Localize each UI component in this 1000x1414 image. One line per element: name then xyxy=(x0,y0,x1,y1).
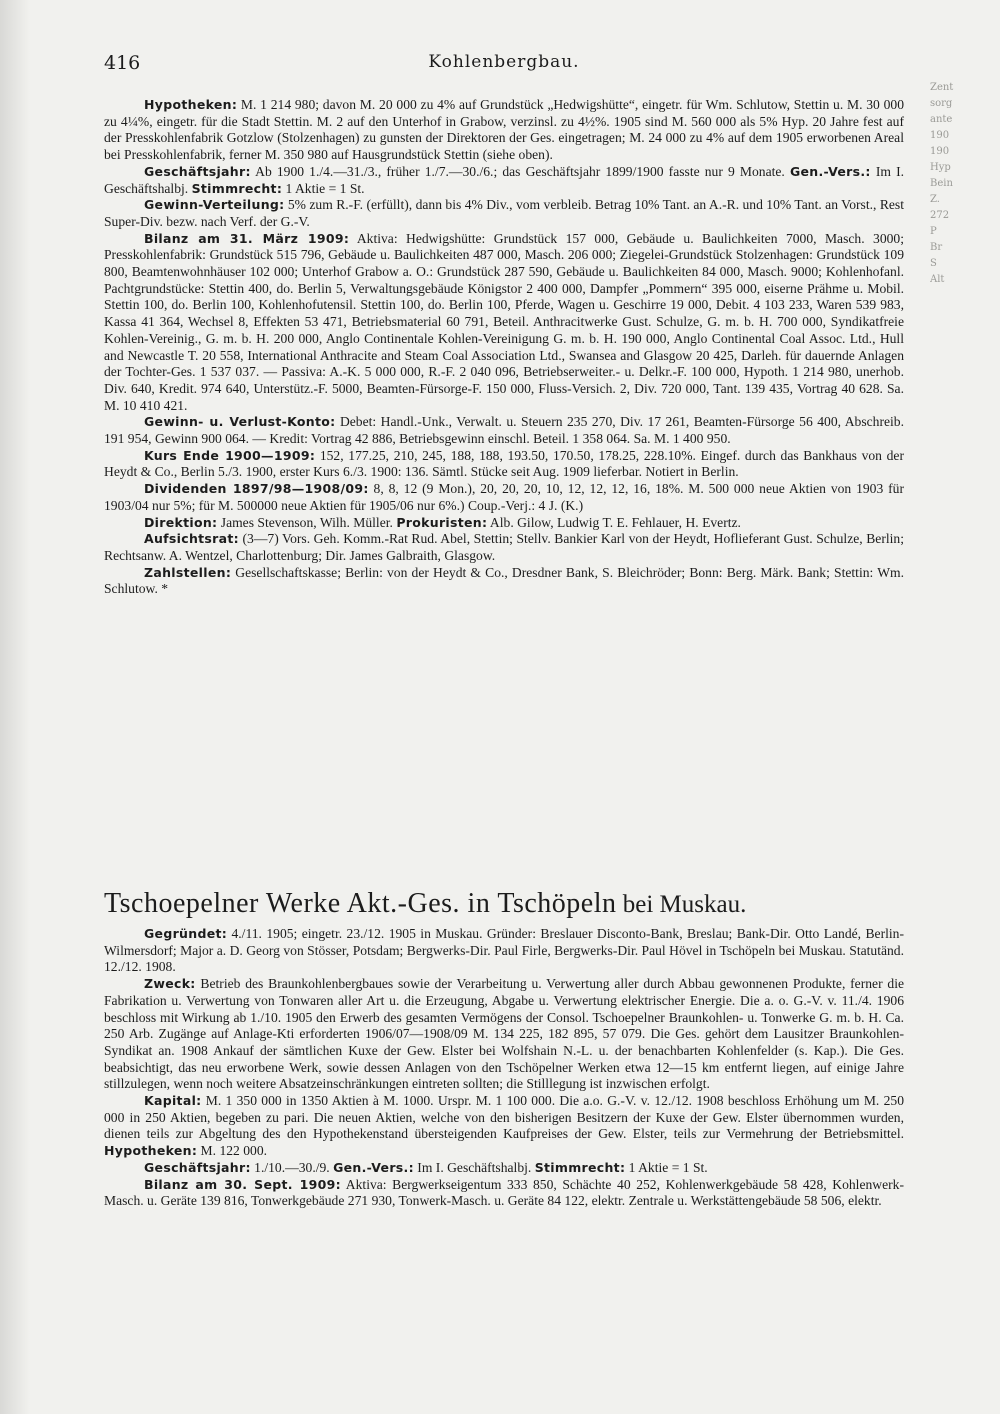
company-location: bei Muskau. xyxy=(616,891,747,918)
facing-page-fragments xyxy=(930,80,996,600)
entry-text: Im I. Geschäftshalbj. xyxy=(104,163,904,196)
entry-geschaeftsjahr xyxy=(104,164,904,197)
entry-text: Aktiva: Hedwigshütte: Grundstück 157 000, Gebäude u. Baulichkeiten 7000, Masch. 3000; Presskohlenfabrik: Grundstück 515 796, Gebäude u. Baulichkeiten 487 000, Masch. 206 000; Ziegelei-Grundstück Stolzenhagen: Grundstück 109 800, Beamtenwohnhäuser 102 000; Unterhof Grabow a. O.: Grundstück 287 590, Gebäude u. Baulichkeiten 84 000, Masch. 9000; Kohlenhofanl. Pachtgrundstücke: Stettin 400, do. Berlin 5, Verwaltungsgebäude Königstor 2 400 000, Dampfer „Pommern“ 395 000, eiserne Prähme u. Mobil. Stettin 100, do. Berlin 100, Kohlenhofutensil. Stettin 100, do. Berlin 100, Pferde, Wagen u. Geschirre 19 000, Debit. 4 103 233, Waren 539 983, Kassa 41 364, Wechsel 8, Effekten 53 471, Betriebsmaterial 60 791, Beteil. Anthracitwerke Gust. Schulze, G. m. b. H. 700 000, Syndikatfreie Kohlen-Vereinig., G. m. b. H. 200 000, Anglo Continentale Kohlen-Vereinigung G. m. b. H. 190 000, Anglo Continental Coal Assoc. Ltd., Hull and Newcastle T. 20 558, International Anthracite and Steam Coal Association Ltd., Swansea and Glasgow 20 425, Darleh. für dauernde Anlagen der Tochter-Ges. 1 537 037. — Passiva: A.-K. 5 000 000, R.-F. 2 040 096, Betriebserweiter.- u. Delkr.-F. 100 000, Hypoth. 1 214 980, unerhob. Div. 640, Kredit. 974 640, Unterstütz.-F. 5000, Beamten-Fürsorge-F. 150 000, Fluss-Versich. 2, Div. 720 000, Tant. 139 435, Vortrag 40 628. Sa. M. 10 410 421. xyxy=(104,230,904,413)
margin-fragment: 190 xyxy=(930,146,950,157)
page-number: 416 xyxy=(104,52,141,74)
entry-text: Betrieb des Braunkohlenbergbaues sowie der Verarbeitung u. Verwertung aller durch Abbau gewonnenen Produkte, ferner die Fabrikation u. Verwertung von Tonwaren aller Art u. die Erzeugung, Abgabe u. Verwertung elektrischer Energie. Die a. o. G.-V. v. 11./4. 1906 beschloss mit Wirkung ab 1./10. 1905 den Erwerb des gesamten Vermögens der Consol. Tschoepelner Braunkohlen- u. Tonwerke G. m. b. H. Ca. 250 Arb. Zugänge auf Anlage-Kti erforderten 1906/07—1908/09 M. 134 225, 182 895, 57 079. Die Ges. gehört dem Lausitzer Braunkohlen-Syndikat an. 1908 Ankauf der sämtlichen Kuxe der Gew. Elster bei Wolfshain N.-L. u. der benachbarten Kohlenfelder (s. Kap.). Die Ges. beabsichtigt, das neu erworbene Werk, sowie dessen Anlagen von den Tschöpelner Werken etwa 12—15 km entfernt liegen, auf einige Jahre stillzulegen, wenn noch weitere Absatzeinschränkungen eintreten sollten; die Stilllegung ist inzwischen erfolgt. xyxy=(104,976,904,1092)
entry-text: Debet: Handl.-Unk., Verwalt. u. Steuern 235 270, Div. 17 261, Beamten-Fürsorge 56 400, Abschreib. 191 954, Gewinn 900 064. — Kredit: Vortrag 42 886, Betriebsgewinn einschl. Beteil. 1 358 064. Sa. M. 1 400 950. xyxy=(104,414,905,447)
entry-text: Aktiva: Bergwerkseigentum 333 850, Schächte 40 252, Kohlenwerkgebäude 58 428, Kohlenwerk-Masch. u. Geräte 139 816, Tonwerkgebäude 271 930, Tonwerk-Masch. u. Geräte 84 122, elektr. Zentrale u. Werkstättengebäude 58 506, elektr. xyxy=(104,1176,904,1209)
entry-key: Zahlstellen: xyxy=(144,564,232,580)
entry-zahlstellen xyxy=(104,565,904,598)
margin-fragment: P xyxy=(930,226,937,237)
binding-shadow xyxy=(0,0,30,1414)
entry-key: Geschäftsjahr: xyxy=(144,1159,251,1175)
margin-fragment: Hyp xyxy=(930,162,951,173)
margin-fragment: sorg xyxy=(930,98,953,109)
entry-key: Gewinn- u. Verlust-Konto: xyxy=(144,414,336,430)
entry-key: Aufsichtsrat: xyxy=(144,531,239,547)
margin-fragment: 190 xyxy=(930,130,950,141)
entry-key: Hypotheken: xyxy=(144,97,238,112)
margin-fragment: ante xyxy=(930,114,953,125)
entry-text: (3—7) Vors. Geh. Komm.-Rat Rud. Abel, Stettin; Stellv. Bankier Karl von der Heydt, Hoflieferant Gust. Schulze, Berlin; Rechtsanw. A. Wentzel, Charlottenburg; Dir. James Galbraith, Glasgow. xyxy=(104,531,904,563)
entry-key: Zweck: xyxy=(144,976,196,992)
margin-fragment: S xyxy=(930,258,937,269)
entry-text: 1./10.—30./9. xyxy=(250,1159,334,1175)
entry-key: Stimmrecht: xyxy=(534,1159,626,1175)
entry-key: Gegründet: xyxy=(144,926,228,941)
entry-gewinn-verteilung xyxy=(104,197,904,230)
entry-direktion xyxy=(104,515,904,532)
entry-text: Ab 1900 1./4.—31./3., früher 1./7.—30./6.; das Geschäftsjahr 1899/1900 fasste nur 9 Monate. xyxy=(250,163,790,179)
entry-kurs xyxy=(104,448,904,481)
entry-key: Stimmrecht: xyxy=(191,180,283,196)
entry-key: Hypotheken: xyxy=(104,1143,198,1159)
entry-gegruendet xyxy=(104,926,904,976)
entry-text: 5% zum R.-F. (erfüllt), dann bis 4% Div., vom verbleib. Betrag 10% Tant. an A.-R. und 10% Tant. an Vorst., Rest Super-Div. bezw. nach Verf. der G.-V. xyxy=(104,197,904,229)
entry-key: Bilanz am 30. Sept. 1909: xyxy=(144,1176,341,1192)
margin-fragment: 272 xyxy=(930,210,950,221)
entry-key: Gewinn-Verteilung: xyxy=(144,197,285,213)
entry-text: 8, 8, 12 (9 Mon.), 20, 20, 20, 10, 12, 12, 12, 16, 18%. M. 500 000 neue Aktien von 1903 für 1903/04 nur 5%; für M. 500000 neue Aktien für 1905/06 nur 6%.) Coup.-Verj.: 4 J. (K.) xyxy=(104,481,904,513)
entry-text: 152, 177.25, 210, 245, 188, 188, 193.50, 170.50, 178.25, 228.10%. Eingef. durch das Bankhaus von der Heydt & Co., Berlin 5./3. 1900, erster Kurs 6./3. 1900: 136. Sämtl. Stücke seit Aug. 1909 lieferbar. Notiert in Berlin. xyxy=(104,447,904,480)
margin-fragment: Zent xyxy=(930,82,954,93)
entry-gewinn-verlust-konto xyxy=(104,414,904,447)
entry-block-tschoepelner xyxy=(104,926,904,1210)
entry-text: James Stevenson, Wilh. Müller. xyxy=(217,514,397,530)
entry-bilanz xyxy=(104,231,904,415)
entry-text: 4./11. 1905; eingetr. 23./12. 1905 in Muskau. Gründer: Breslauer Disconto-Bank, Breslau; Bank-Dir. Otto Landé, Berlin-Wilmersdorf; Major a. D. Georg von Stösser, Potsdam; Bergwerks-Dir. Paul Firle, Bergwerks-Dir. Paul Hövel in Tschöpeln bei Muskau. Statutänd. 12./12. 1908. xyxy=(104,926,904,975)
entry-geschaeftsjahr-2 xyxy=(104,1160,904,1177)
entry-key: Kapital: xyxy=(144,1093,202,1109)
entry-key: Bilanz am 31. März 1909: xyxy=(144,230,350,246)
entry-key: Direktion: xyxy=(144,514,218,530)
entry-text: Im I. Geschäftshalbj. xyxy=(413,1159,535,1175)
entry-text: 1 Aktie = 1 St. xyxy=(282,180,365,196)
entry-bilanz-2 xyxy=(104,1177,904,1210)
entry-text: M. 122 000. xyxy=(197,1143,268,1159)
entry-zweck xyxy=(104,976,904,1093)
entry-key: Gen.-Vers.: xyxy=(789,163,871,179)
entry-kapital xyxy=(104,1093,904,1160)
margin-fragment: Br xyxy=(930,242,943,253)
page-header xyxy=(104,52,904,76)
company-name: Tschoepelner Werke Akt.-Ges. in Tschöpeln xyxy=(104,888,617,919)
entry-text: M. 1 350 000 in 1350 Aktien à M. 1000. Urspr. M. 1 100 000. Die a.o. G.-V. v. 12./12. 1908 beschloss Erhöhung um M. 250 000 in 250 Aktien, begeben zu pari. Die neuen Aktien, welche von den bisherigen Besitzern der Kuxe der Gew. Elster übernommen wurden, dienen teils zur Abgeltung des den Hypothekenstand übersteigenden Kaufpreises der Gew. Elster, teils zur Vermehrung der Betriebsmittel. xyxy=(104,1093,904,1142)
entry-text: Alb. Gilow, Ludwig T. E. Fehlauer, H. Evertz. xyxy=(487,514,741,530)
entry-key: Geschäftsjahr: xyxy=(144,163,251,179)
entry-key: Kurs Ende 1900—1909: xyxy=(144,447,316,463)
running-title: Kohlenbergbau. xyxy=(428,52,580,72)
entry-hypotheken xyxy=(104,97,904,164)
entry-text: 1 Aktie = 1 St. xyxy=(625,1159,708,1175)
entry-dividenden xyxy=(104,481,904,514)
company-heading xyxy=(104,888,904,920)
margin-fragment: Z. xyxy=(930,194,940,205)
entry-text: Gesellschaftskasse; Berlin: von der Heydt & Co., Dresdner Bank, S. Bleichröder; Bonn: Berg. Märk. Bank; Stettin: Wm. Schlutow. * xyxy=(104,564,904,597)
margin-fragment: Alt xyxy=(930,274,945,285)
entry-aufsichtsrat xyxy=(104,531,904,564)
entry-block-previous-company xyxy=(104,97,904,598)
margin-fragment: Bein xyxy=(930,178,953,189)
entry-key: Gen.-Vers.: xyxy=(333,1159,414,1175)
entry-key: Prokuristen: xyxy=(396,514,488,530)
entry-key: Dividenden 1897/98—1908/09: xyxy=(144,481,369,497)
entry-text: M. 1 214 980; davon M. 20 000 zu 4% auf Grundstück „Hedwigshütte“, eingetr. für Wm. Schlutow, Stettin u. M. 30 000 zu 4¼%, eingetr. für die Stadt Stettin. M. 2 auf den Unterhof in Grabow, verzinsl. zu 4½%. 1905 sind M. 560 000 als 5% Hyp. 20 Jahre fest auf der Presskohlenfabrik Gotzlow (Stolzenhagen) zu gunsten der Direktoren der Ges. eingetragen; M. 24 000 zu 4% auf dem 1905 erworbenen Areal bei Presskohlenfabrik, ferner M. 350 980 auf Hausgrundstück Stettin (siehe oben). xyxy=(104,97,904,163)
